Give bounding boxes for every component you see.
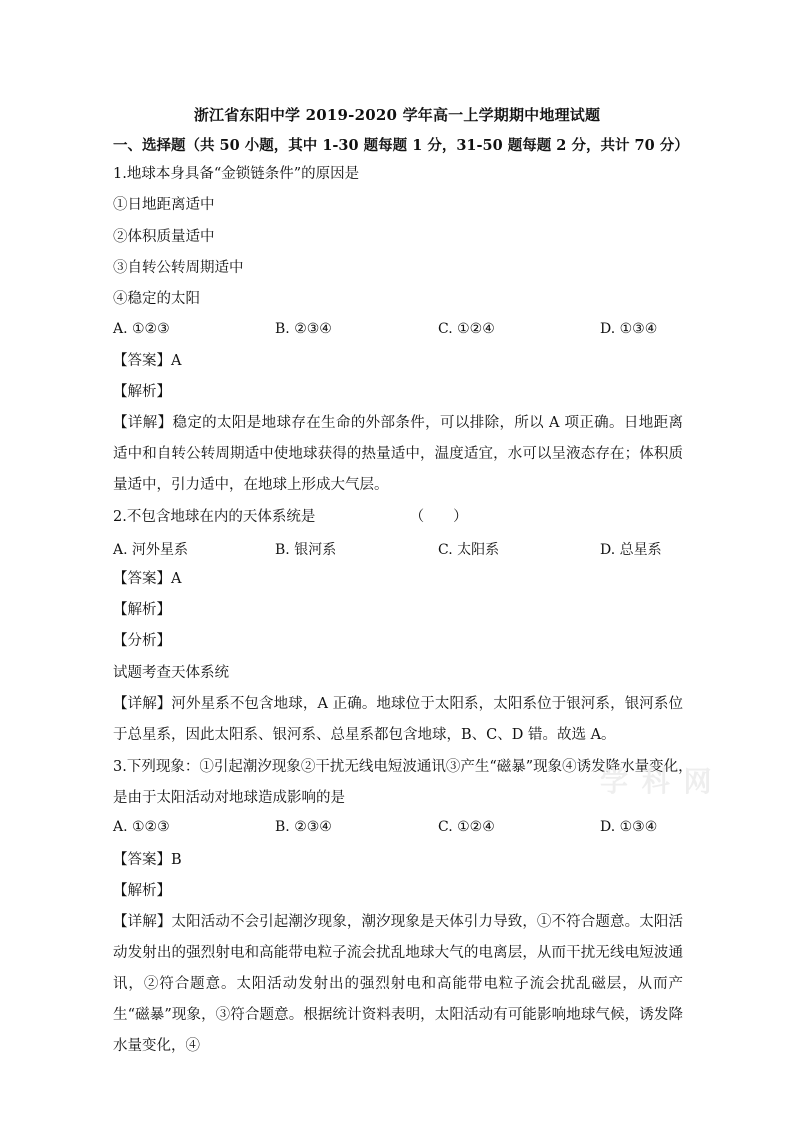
question-2-analysis: 【解析】 (113, 602, 171, 618)
question-3-option-d: D. ①③④ (600, 819, 658, 835)
question-2-topic: 试题考查天体系统 (113, 665, 229, 681)
question-1-option-a: A. ①②③ (113, 321, 170, 337)
question-2-detail: 【详解】河外星系不包含地球，A 正确。地球位于太阳系，太阳系位于银河系，银河系位于总星系，因此太阳系、银河系、总星系都包含地球，B、C、D 错。故选 A。 (113, 696, 683, 743)
question-2-answer: 【答案】A (113, 571, 182, 587)
question-3-stem-line-1: 3.下列现象：①引起潮汐现象②干扰无线电短波通讯③产生“磁暴”现象④诱发降水量变化， (113, 759, 693, 775)
question-1-detail: 【详解】稳定的太阳是地球存在生命的外部条件，可以排除，所以 A 项正确。日地距离适中和自转公转周期适中使地球获得的热量适中，温度适宜，水可以呈液态存在；体积质量适中，引力适中，在地球上形成大气层。 (113, 415, 683, 493)
question-1-item: ②体积质量适中 (113, 229, 215, 245)
section-heading: 一、选择题（共 50 小题，其中 1-30 题每题 1 分，31-50 题每题 2 分，共计 70 分） (113, 137, 689, 154)
question-3-option-b: B. ②③④ (275, 819, 332, 835)
question-2-option-b: B. 银河系 (275, 542, 337, 558)
question-2-option-a: A. 河外星系 (113, 542, 189, 558)
question-3-option-a: A. ①②③ (113, 819, 170, 835)
question-2-stem: 2.不包含地球在内的天体系统是 （ ） (113, 509, 468, 525)
page-title: 浙江省东阳中学 2019-2020 学年高一上学期期中地理试题 (193, 106, 601, 124)
watermark: 学 科 网 (600, 765, 714, 798)
question-1-item: ①日地距离适中 (113, 197, 215, 213)
question-1-item: ④稳定的太阳 (113, 291, 200, 307)
question-2-fenxi: 【分析】 (113, 633, 171, 649)
question-2-option-d: D. 总星系 (600, 542, 662, 558)
question-3-option-c: C. ①②④ (438, 819, 495, 835)
question-3-analysis: 【解析】 (113, 883, 171, 899)
question-1-analysis: 【解析】 (113, 384, 171, 400)
question-1-answer: 【答案】A (113, 353, 182, 369)
question-3-detail: 【详解】太阳活动不会引起潮汐现象，潮汐现象是天体引力导致，①不符合题意。太阳活动发射出的强烈射电和高能带电粒子流会扰乱地球大气的电离层，从而干扰无线电短波通讯，②符合题意。太阳活动发射出的强烈射电和高能带电粒子流会扰乱磁层，从而产生“磁暴”现象，③符合题意。根据统计资料表明，太阳活动有可能影响地球气候，诱发降水量变化，④ (113, 914, 683, 1054)
question-1-option-c: C. ①②④ (438, 321, 495, 337)
question-1-option-d: D. ①③④ (600, 321, 658, 337)
question-3-stem-line-2: 是由于太阳活动对地球造成影响的是 (113, 790, 345, 806)
question-1-item: ③自转公转周期适中 (113, 260, 244, 276)
question-1-stem: 1.地球本身具备“金锁链条件”的原因是 (113, 166, 360, 182)
question-1-option-b: B. ②③④ (275, 321, 332, 337)
question-3-answer: 【答案】B (113, 852, 182, 868)
question-2-option-c: C. 太阳系 (438, 542, 500, 558)
